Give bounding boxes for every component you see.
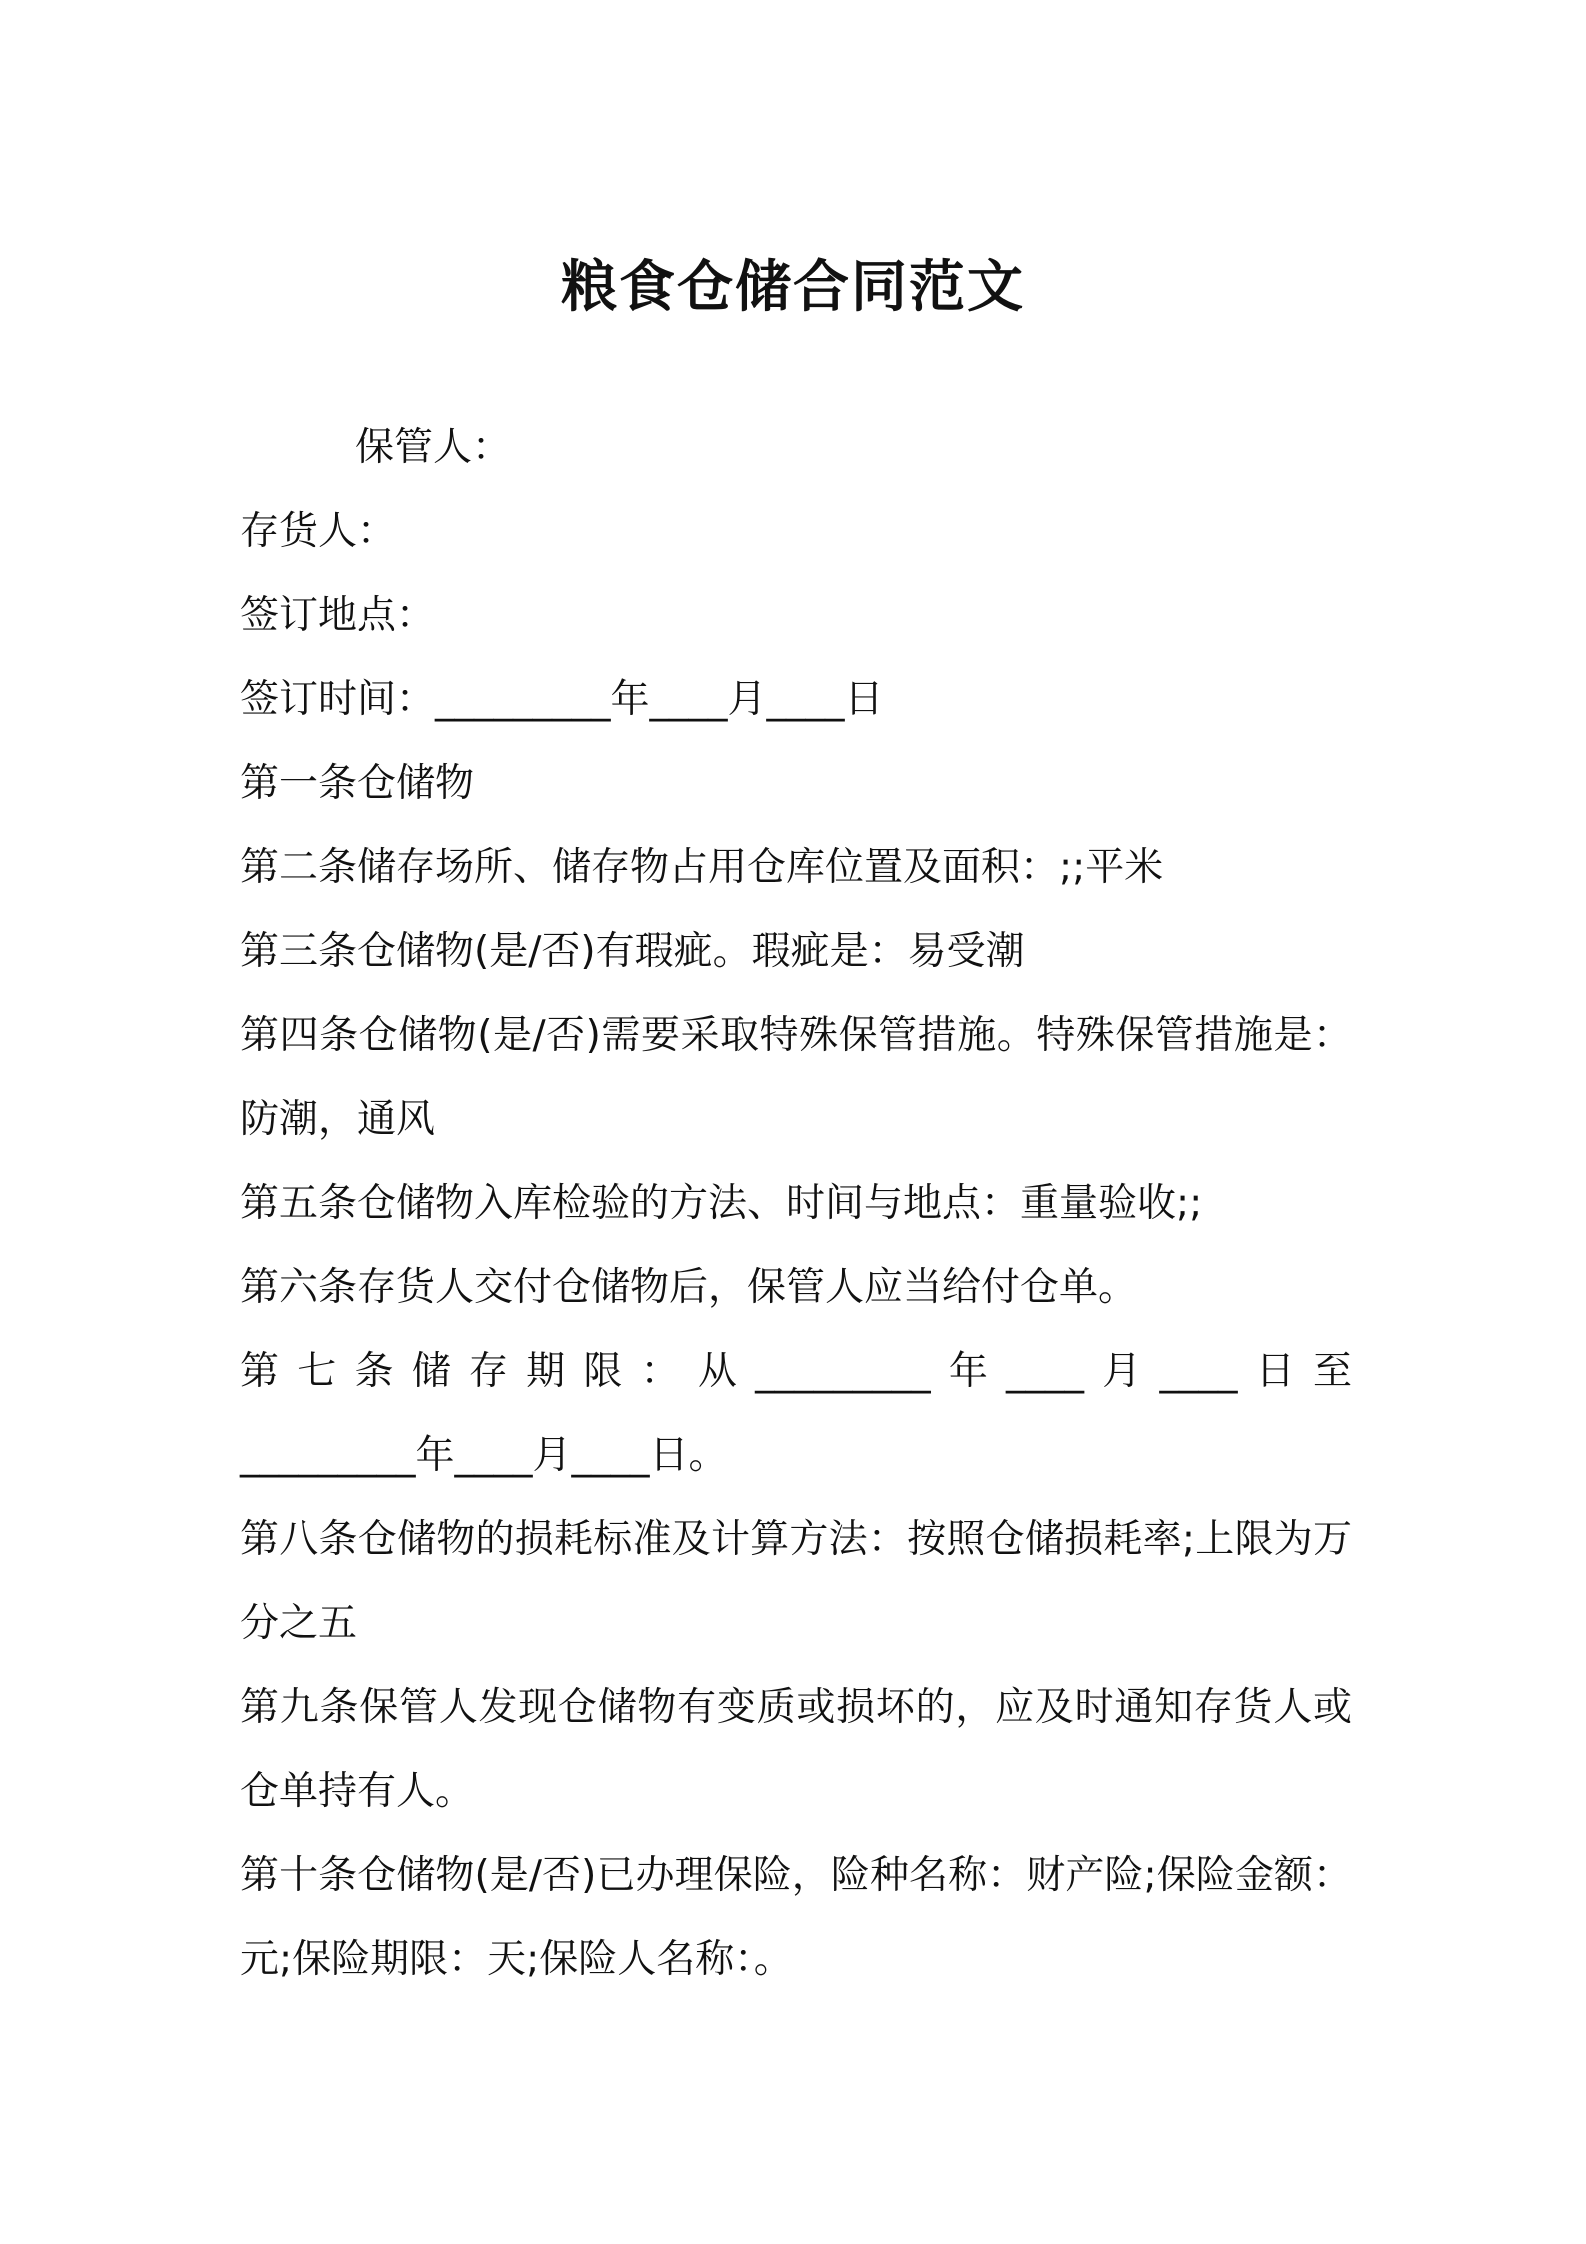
paragraph-article-1: 第一条仓储物 <box>240 761 475 806</box>
paragraph-article-10: 第十条仓储物(是/否)已办理保险，险种名称：财产险;保险金额：元;保险期限：天;保险人名称：。 <box>240 1853 1352 1982</box>
paragraph-article-6: 第六条存货人交付仓储物后，保管人应当给付仓单。 <box>240 1265 1138 1310</box>
paragraph-custodian: 保管人： <box>355 425 512 470</box>
paragraph-article-4: 第四条仓储物(是/否)需要采取特殊保管措施。特殊保管措施是：防潮，通风 <box>240 1013 1352 1142</box>
paragraph-article-8: 第八条仓储物的损耗标准及计算方法：按照仓储损耗率;上限为万分之五 <box>240 1517 1352 1646</box>
paragraph-article-7-line-2: _________年____月____日。 <box>240 1433 728 1478</box>
paragraph-article-5: 第五条仓储物入库检验的方法、时间与地点：重量验收;; <box>240 1181 1203 1226</box>
paragraph-article-3: 第三条仓储物(是/否)有瑕疵。瑕疵是：易受潮 <box>240 929 1025 974</box>
document-title: 粮食仓储合同范文 <box>561 255 1025 320</box>
paragraph-article-9: 第九条保管人发现仓储物有变质或损坏的，应及时通知存货人或仓单持有人。 <box>240 1685 1352 1814</box>
document-body <box>240 406 1352 2002</box>
paragraph-article-2: 第二条储存场所、储存物占用仓库位置及面积：;;平米 <box>240 845 1164 890</box>
paragraph-article-7-line-1: 第七条储存期限：从_________年____月____日至 <box>240 1349 1352 1394</box>
paragraph-signing-place: 签订地点： <box>240 593 436 638</box>
paragraph-signing-date: 签订时间：_________年____月____日 <box>240 677 884 722</box>
paragraph-depositor: 存货人： <box>240 509 397 554</box>
